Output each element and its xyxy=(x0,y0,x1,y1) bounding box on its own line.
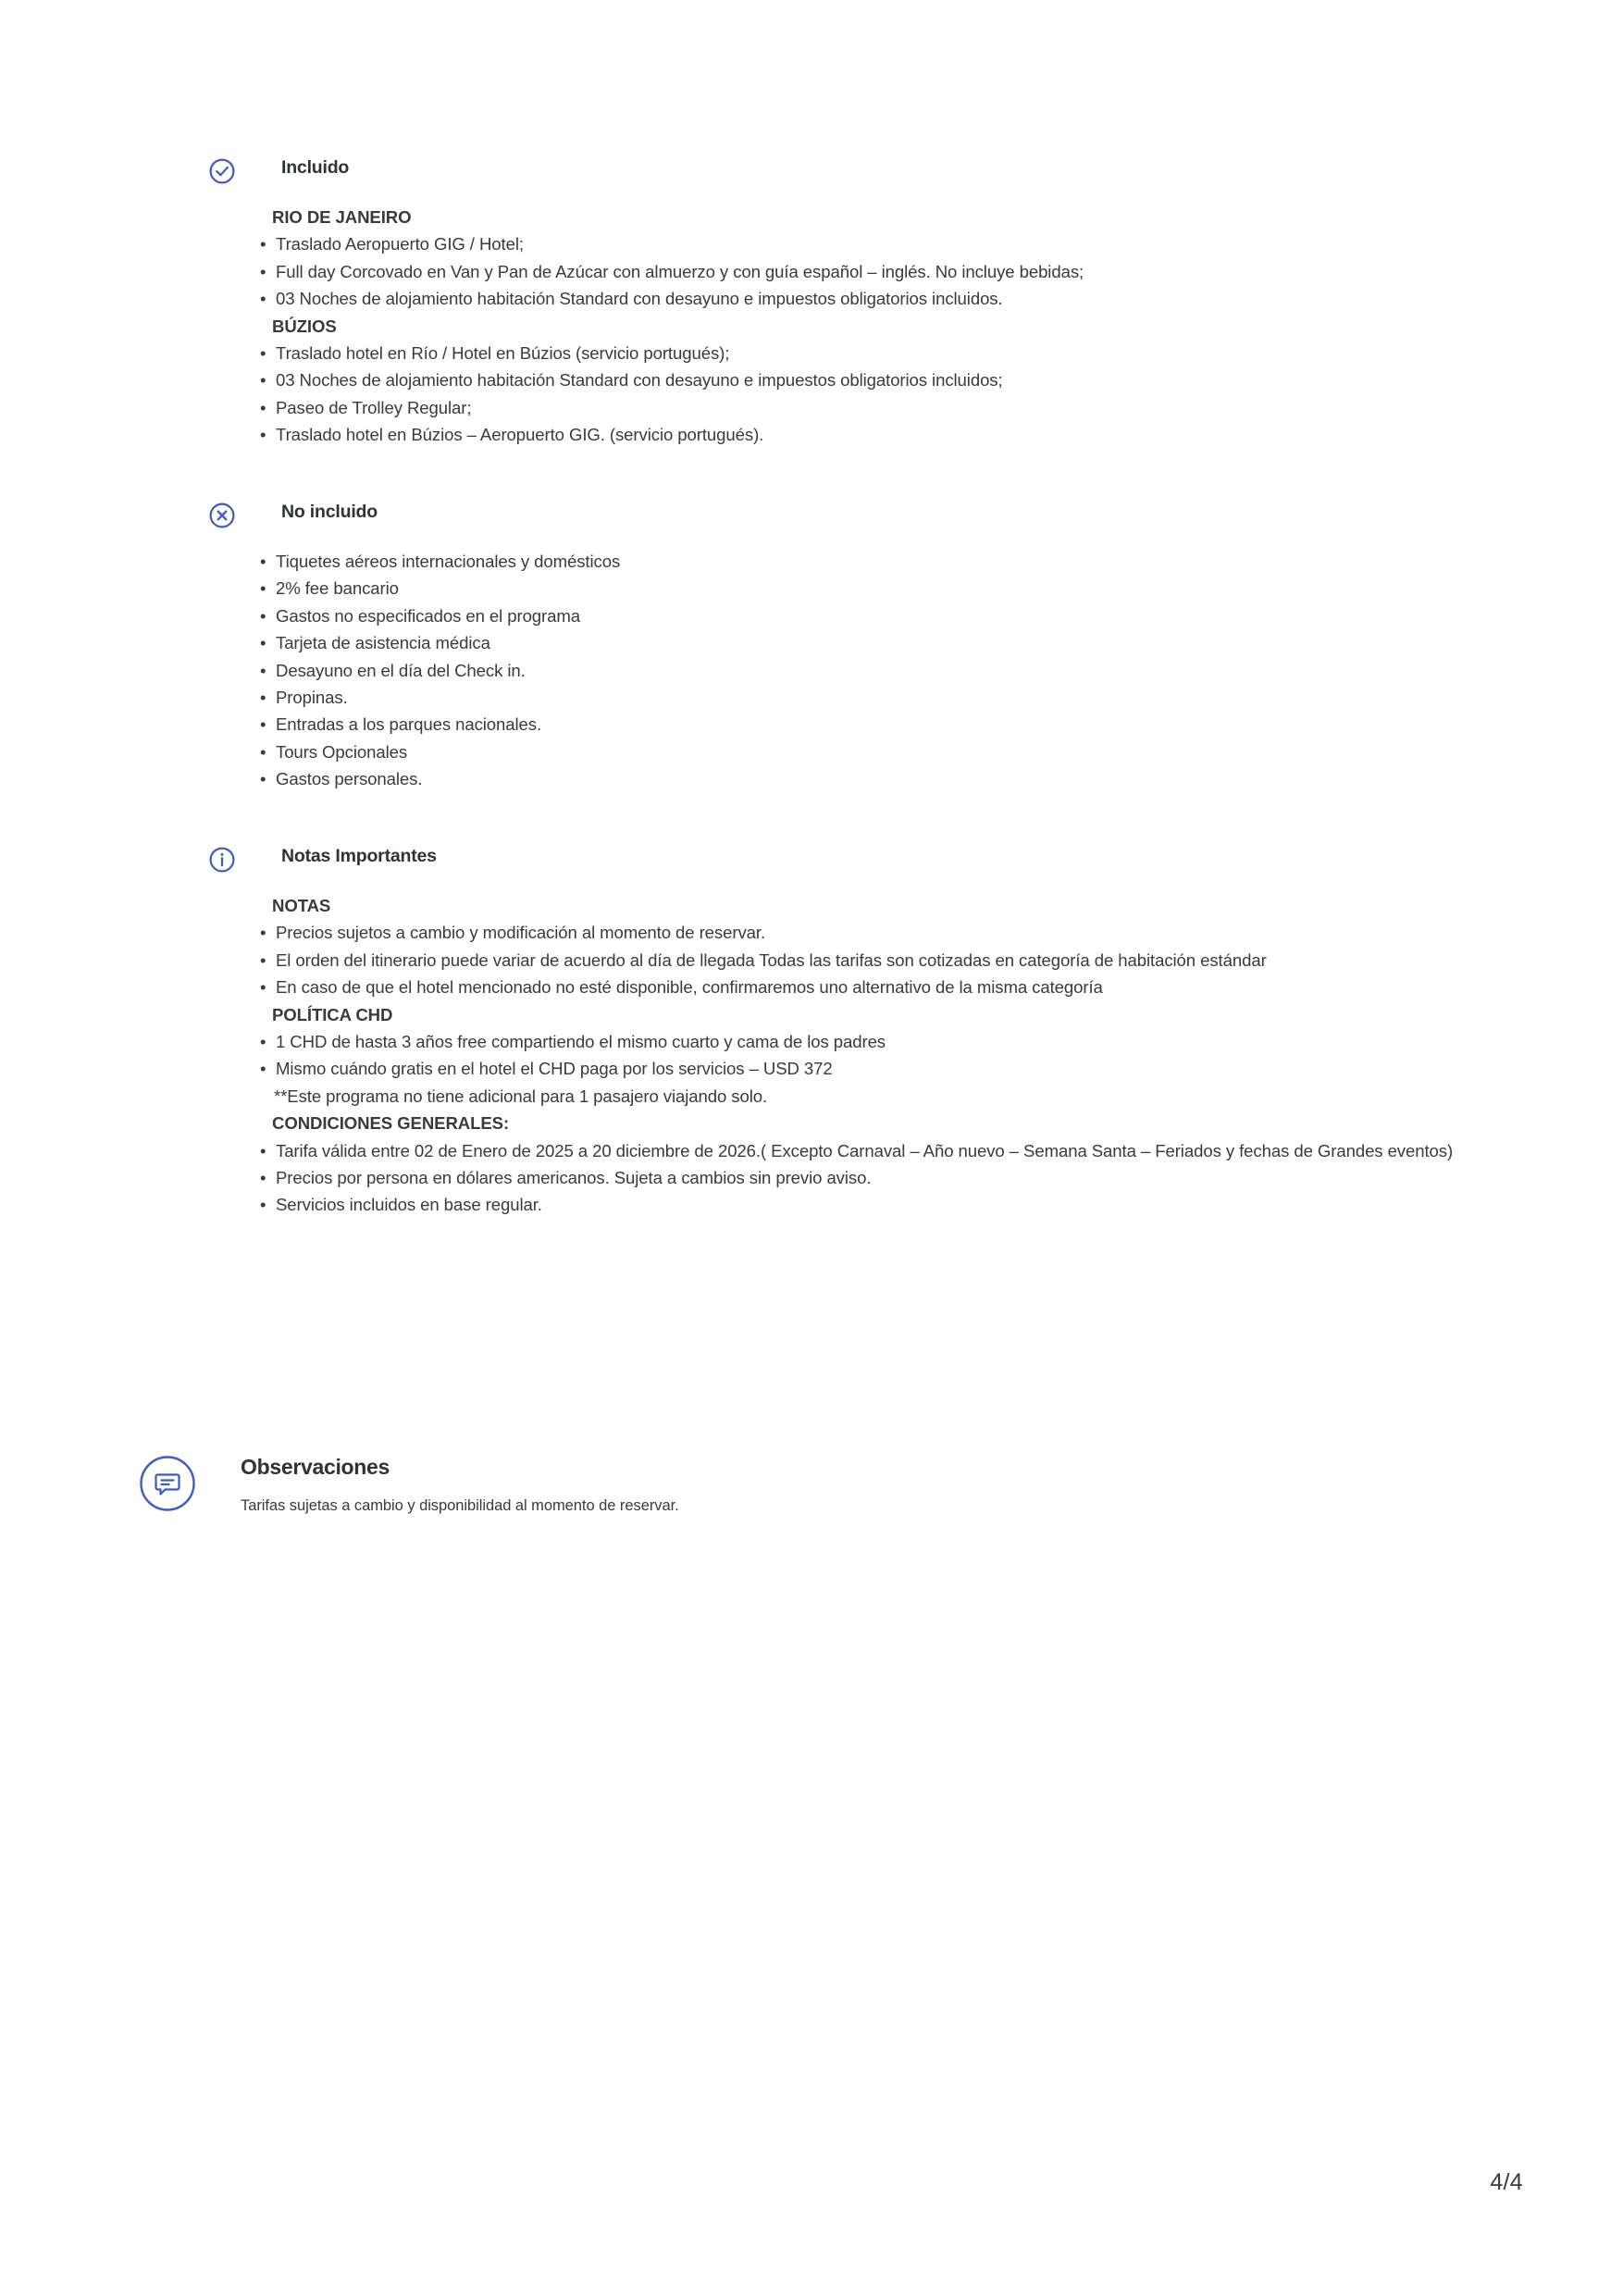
check-circle-icon xyxy=(207,156,237,186)
list-subheading: POLÍTICA CHD xyxy=(272,1004,393,1024)
section-notas-importantes xyxy=(207,844,1503,1219)
section-header xyxy=(207,844,1503,881)
section-header xyxy=(207,500,1503,537)
section-list xyxy=(259,892,1503,1219)
section-body xyxy=(259,548,1503,793)
comment-lines-icon xyxy=(139,1455,196,1512)
list-note: **Este programa no tiene adicional para 1 pasajero viajando solo. xyxy=(274,1086,768,1106)
list-item: • En caso de que el hotel mencionado no esté disponible, confirmaremos uno alternativo de la misma categoría xyxy=(259,974,1503,1000)
list-item: • El orden del itinerario puede variar de acuerdo al día de llegada Todas las tarifas son cotizadas en categoría de habitación estándar xyxy=(259,947,1503,974)
list-item: • Propinas. xyxy=(259,684,1503,711)
list-subheading: NOTAS xyxy=(272,896,331,915)
section-body xyxy=(259,204,1503,449)
list-subheading: BÚZIOS xyxy=(272,316,337,336)
observaciones-text: Tarifas sujetas a cambio y disponibilidad al momento de reservar. xyxy=(241,1497,679,1514)
list-item: • Tours Opcionales xyxy=(259,738,1503,765)
x-circle-icon xyxy=(207,501,237,530)
observaciones-title: Observaciones xyxy=(241,1455,390,1479)
list-item: • 1 CHD de hasta 3 años free compartiendo el mismo cuarto y cama de los padres xyxy=(259,1028,1503,1055)
list-subheading: CONDICIONES GENERALES: xyxy=(272,1113,510,1134)
section-header xyxy=(207,155,1503,192)
list-item: • 2% fee bancario xyxy=(259,575,1503,602)
section-title: Incluido xyxy=(281,157,350,178)
list-item: • 03 Noches de alojamiento habitación Standard con desayuno e impuestos obligatorios incluidos. xyxy=(259,285,1503,312)
section-no-incluido xyxy=(207,500,1503,793)
list-item: • Gastos no especificados en el programa xyxy=(259,602,1503,629)
list-item: • Traslado hotel en Río / Hotel en Búzios (servicio portugués); xyxy=(259,340,1503,366)
list-item: • Precios sujetos a cambio y modificación al momento de reservar. xyxy=(259,919,1503,946)
list-item: • Tarifa válida entre 02 de Enero de 2025 a 20 diciembre de 2026.( Excepto Carnaval – Año nuevo – Semana Santa – Feriados y fechas de Grandes eventos) xyxy=(259,1137,1503,1164)
section-list xyxy=(259,548,1503,793)
section-title: Notas Importantes xyxy=(281,846,437,866)
list-item: • Traslado Aeropuerto GIG / Hotel; xyxy=(259,230,1503,257)
list-item: • Servicios incluidos en base regular. xyxy=(259,1191,1503,1218)
section-list xyxy=(259,204,1503,449)
list-item: • Mismo cuándo gratis en el hotel el CHD paga por los servicios – USD 372 xyxy=(259,1055,1503,1082)
list-item: • Traslado hotel en Búzios – Aeropuerto GIG. (servicio portugués). xyxy=(259,421,1503,448)
list-item: • Full day Corcovado en Van y Pan de Azúcar con almuerzo y con guía español – inglés. No incluye bebidas; xyxy=(259,258,1503,285)
list-item: • Tiquetes aéreos internacionales y domésticos xyxy=(259,548,1503,575)
list-item: • Tarjeta de asistencia médica xyxy=(259,629,1503,656)
list-item: • Entradas a los parques nacionales. xyxy=(259,711,1503,738)
list-item: • Precios por persona en dólares americanos. Sujeta a cambios sin previo aviso. xyxy=(259,1164,1503,1191)
list-item: • 03 Noches de alojamiento habitación Standard con desayuno e impuestos obligatorios incluidos; xyxy=(259,366,1503,393)
section-incluido xyxy=(207,155,1503,449)
list-item: • Gastos personales. xyxy=(259,765,1503,792)
list-subheading: RIO DE JANEIRO xyxy=(272,207,412,227)
page-number: 4/4 xyxy=(1490,2169,1523,2195)
observaciones-block xyxy=(139,1453,1453,1517)
section-body xyxy=(259,892,1503,1219)
section-title: No incluido xyxy=(281,502,378,522)
info-circle-icon xyxy=(207,845,237,875)
list-item: • Desayuno en el día del Check in. xyxy=(259,657,1503,684)
list-item: • Paseo de Trolley Regular; xyxy=(259,394,1503,421)
